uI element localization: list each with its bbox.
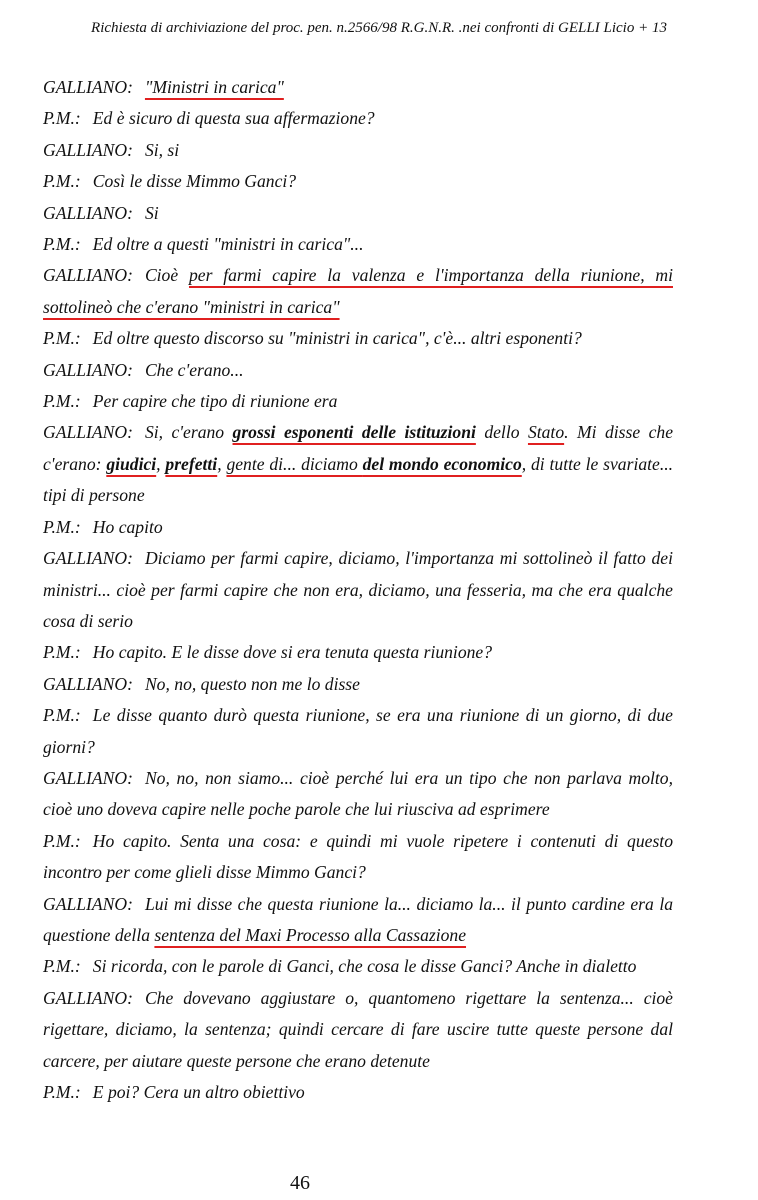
speaker-label: P.M.: [43,516,81,537]
transcript-turn [43,135,673,166]
bold-underlined-phrase: prefetti [165,453,218,474]
speaker-label: GALLIANO: [43,265,133,286]
utterance-text: Si ricorda, con le parole di Ganci, che cosa le disse Ganci? Anche in dialetto [92,956,637,977]
speaker-label: GALLIANO: [43,77,133,97]
speaker-label: P.M.: [43,956,81,977]
transcript-turn [43,700,673,763]
transcript-turn [43,103,673,134]
speaker-label: P.M.: [43,234,81,255]
utterance-text: Che dovevano aggiustare o, quantomeno rigettare la sentenza... cioè rigettare, diciamo, la sentenza; quindi cercare di fare uscire tutte queste persone dal carcere, per aiutare queste persone che erano detenute [43,987,673,1071]
speaker-label: GALLIANO: [43,139,133,160]
transcript-turn [43,669,673,700]
utterance-text: Si, c'erano [144,422,233,443]
utterance-text: Le disse quanto durò questa riunione, se era una riunione di un giorno, di due giorni? [43,705,673,757]
bold-underlined-phrase: grossi esponenti delle istituzioni [232,422,476,443]
transcript-turn [43,543,673,637]
speaker-label: GALLIANO: [43,987,133,1008]
transcript-turn [43,386,673,417]
bold-underlined-phrase: del mondo economico [362,453,522,474]
underlined-phrase: Stato [527,422,565,443]
utterance-text: Per capire che tipo di riunione era [92,391,338,412]
underlined-passage: sentenza del Maxi Processo alla Cassazione [154,924,467,945]
utterance-text: dello [475,422,528,443]
speaker-label: P.M.: [43,108,81,129]
transcript-turn [43,72,673,103]
underlined-phrase: gente di... diciamo [226,453,363,474]
utterance-text: Che c'erano... [144,359,244,380]
speaker-label: GALLIANO: [43,767,133,788]
transcript-turn [43,951,673,982]
transcript-turn [43,512,673,543]
utterance-text: Così le disse Mimmo Ganci? [92,171,297,192]
utterance-text: Ed è sicuro di questa sua affermazione? [92,108,375,129]
utterance-text: , [156,453,166,474]
speaker-label: P.M.: [43,391,81,412]
utterance-text: No, no, questo non me lo disse [144,673,360,694]
speaker-label: P.M.: [43,1082,81,1102]
utterance-text: Ho capito. E le disse dove si era tenuta questa riunione? [92,642,493,663]
transcript-turn [43,229,673,260]
speaker-label: P.M.: [43,642,81,663]
document-header: Richiesta di archiviazione del proc. pen. n.2566/98 R.G.N.R. .nei confronti di GELLI Licio + 13 [91,20,667,36]
utterance-text: , di tutte le svariate... tipi di persone [43,453,674,506]
transcript [43,72,673,1108]
page-number: 46 [290,1172,310,1194]
utterance-text: Si, si [144,139,180,160]
speaker-label: P.M.: [43,171,81,192]
transcript-turn [43,355,673,386]
utterance-text: E poi? Cera un altro obiettivo [92,1082,305,1102]
utterance-text: Ho capito [92,516,163,537]
transcript-turn [43,889,673,952]
transcript-turn [43,417,673,511]
utterance-text: Ed oltre a questi "ministri in carica"... [92,234,364,255]
speaker-label: P.M.: [43,328,81,349]
transcript-turn [43,1077,673,1108]
utterance-text: "Ministri in carica" [144,77,284,97]
speaker-label: GALLIANO: [43,359,133,380]
utterance-text: , [217,453,227,474]
speaker-label: P.M.: [43,705,81,726]
transcript-turn [43,260,673,323]
transcript-turn [43,826,673,889]
utterance-text: Si [144,202,159,223]
utterance-text: No, no, non siamo... cioè perché lui era un tipo che non parlava molto, cioè uno doveva capire nelle poche parole che lui riusciva ad esprimere [43,767,673,820]
utterance-text: Diciamo per farmi capire, diciamo, l'importanza mi sottolineò il fatto dei ministri... cioè per farmi capire che non era, diciamo, una fesseria, ma che era qualche cosa di serio [43,548,673,631]
utterance-text: Cioè [144,265,189,286]
transcript-turn [43,983,673,1077]
transcript-turn [43,198,673,229]
utterance-text: Ho capito. Senta una cosa: e quindi mi vuole ripetere i contenuti di questo incontro per come glieli disse Mimmo Ganci? [43,830,673,883]
transcript-turn [43,637,673,668]
speaker-label: GALLIANO: [43,548,133,569]
utterance-text: . Mi disse che c'erano: [43,422,674,474]
transcript-turn [43,763,673,826]
speaker-label: GALLIANO: [43,893,133,914]
speaker-label: GALLIANO: [43,673,133,694]
speaker-label: GALLIANO: [43,422,133,443]
bold-underlined-phrase: giudici [106,453,157,474]
utterance-text: Ed oltre questo discorso su "ministri in carica", c'è... altri esponenti? [92,328,582,349]
underlined-passage: per farmi capire la valenza e l'importanza della riunione, mi sottolineò che c'erano "ministri in carica" [43,265,673,317]
speaker-label: P.M.: [43,830,81,851]
transcript-turn [43,323,673,354]
utterance-text: Lui mi disse che questa riunione la... diciamo la... il punto cardine era la questione della [43,893,673,945]
transcript-turn [43,166,673,197]
speaker-label: GALLIANO: [43,202,133,223]
